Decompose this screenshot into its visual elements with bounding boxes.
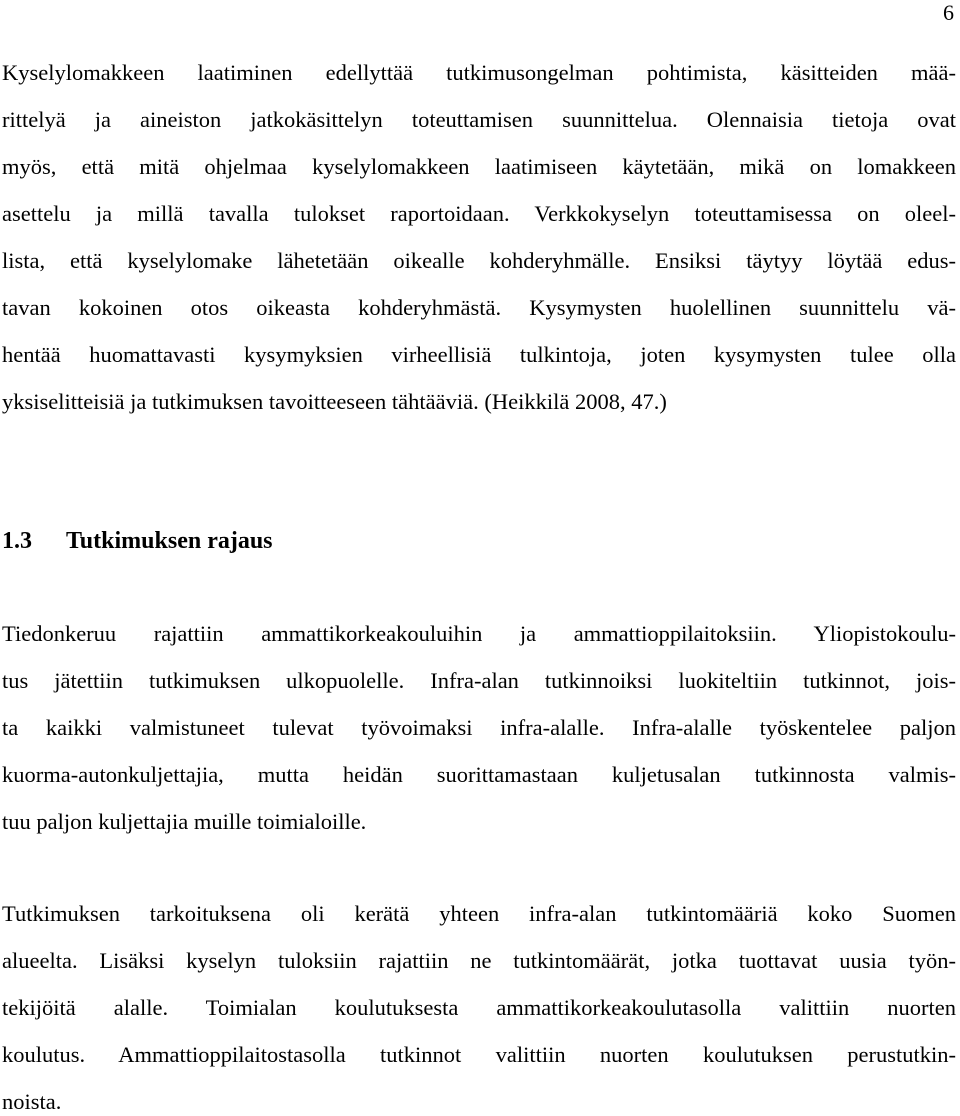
- paragraph-line: lista, että kyselylomake lähetetään oikealle kohderyhmälle. Ensiksi täytyy löytää edus-: [2, 248, 956, 273]
- paragraph-line: yksiselitteisiä ja tutkimuksen tavoitteeseen tähtääviä. (Heikkilä 2008, 47.): [2, 389, 667, 414]
- paragraph-line: koulutus. Ammattioppilaitostasolla tutkinnot valittiin nuorten koulutuksen perustutkin-: [2, 1042, 956, 1067]
- page-number: 6: [943, 0, 954, 25]
- paragraph-line: noista.: [2, 1089, 62, 1114]
- section-heading: [2, 527, 273, 555]
- paragraph-line: tavan kokoinen otos oikeasta kohderyhmästä. Kysymysten huolellinen suunnittelu vä-: [2, 295, 956, 320]
- paragraph-line: myös, että mitä ohjelmaa kyselylomakkeen laatimiseen käytetään, mikä on lomakkeen: [2, 154, 956, 179]
- paragraph-line: asettelu ja millä tavalla tulokset raportoidaan. Verkkokyselyn toteuttamisessa on oleel-: [2, 201, 956, 226]
- paragraph-line: tus jätettiin tutkimuksen ulkopuolelle. Infra-alan tutkinnoiksi luokiteltiin tutkinnot, jois-: [2, 668, 956, 693]
- paragraph-line: tekijöitä alalle. Toimialan koulutuksesta ammattikorkeakoulutasolla valittiin nuorten: [2, 995, 956, 1020]
- paragraph-line: Tiedonkeruu rajattiin ammattikorkeakouluihin ja ammattioppilaitoksiin. Yliopistokoulu-: [2, 621, 956, 646]
- section-number: 1.3: [2, 528, 32, 554]
- paragraph-line: Kyselylomakkeen laatiminen edellyttää tutkimusongelman pohtimista, käsitteiden mää-: [2, 60, 956, 85]
- paragraph-line: Tutkimuksen tarkoituksena oli kerätä yhteen infra-alan tutkintomääriä koko Suomen: [2, 901, 956, 926]
- paragraph-line: rittelyä ja aineiston jatkokäsittelyn toteuttamisen suunnittelua. Olennaisia tietoja ovat: [2, 107, 956, 132]
- paragraph-line: kuorma-autonkuljettajia, mutta heidän suorittamastaan kuljetusalan tutkinnosta valmis-: [2, 762, 956, 787]
- paragraph-line: hentää huomattavasti kysymyksien virheellisiä tulkintoja, joten kysymysten tulee olla: [2, 342, 956, 367]
- paragraph-line: alueelta. Lisäksi kyselyn tuloksiin rajattiin ne tutkintomäärät, jotka tuottavat uusia työn-: [2, 948, 956, 973]
- paragraph-line: tuu paljon kuljettajia muille toimialoille.: [2, 809, 367, 834]
- section-title: Tutkimuksen rajaus: [66, 528, 273, 554]
- paragraph-line: ta kaikki valmistuneet tulevat työvoimaksi infra-alalle. Infra-alalle työskentelee paljon: [2, 715, 956, 740]
